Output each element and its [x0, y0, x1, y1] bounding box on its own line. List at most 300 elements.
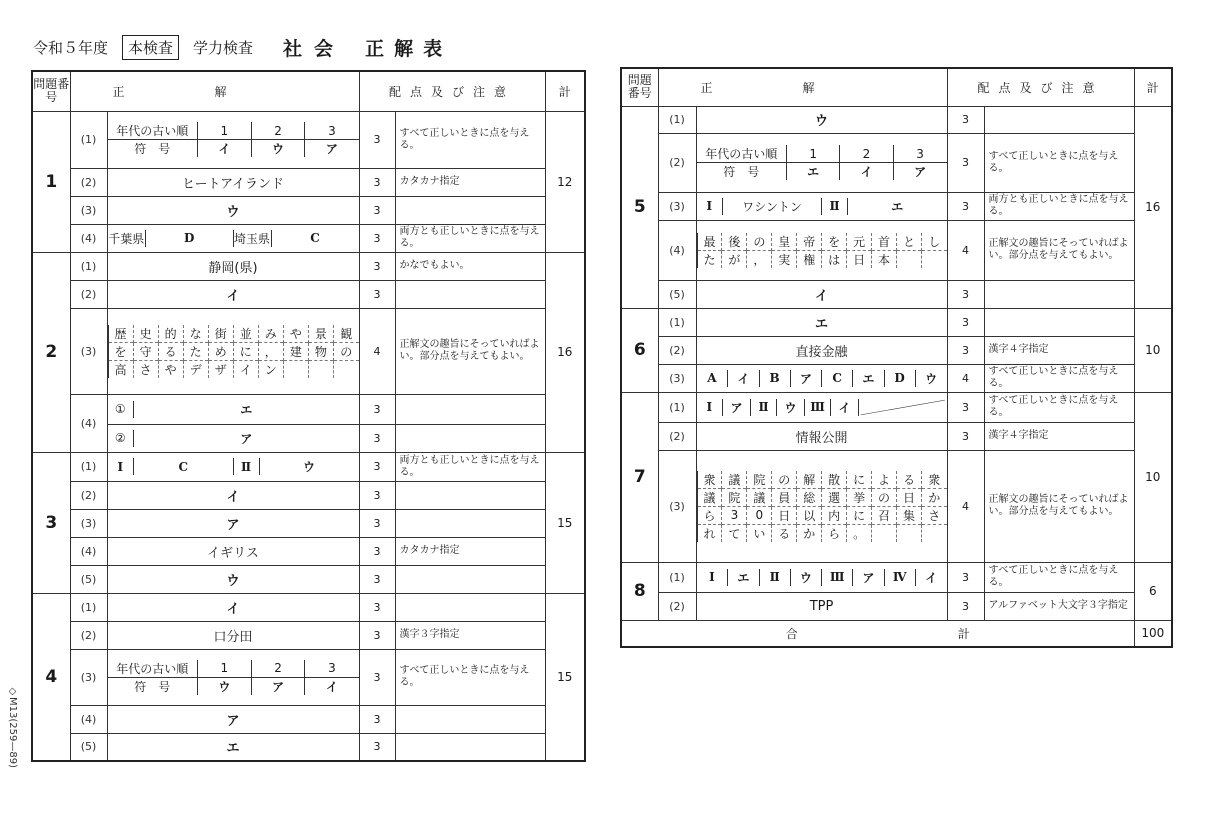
points: 3	[359, 424, 395, 452]
answer-cell: ア	[251, 677, 305, 695]
grid-char-cell	[872, 524, 897, 542]
points: 3	[359, 111, 395, 168]
grid-char-cell: を	[108, 342, 133, 360]
grid-char-cell: る	[158, 342, 183, 360]
order-index: 1	[787, 145, 840, 163]
sub-label: (3)	[70, 308, 107, 394]
paired-answer	[107, 452, 359, 481]
prefecture-label: 千葉県	[108, 231, 145, 246]
answer-cell: エ	[728, 569, 759, 586]
order-index: 1	[198, 122, 252, 140]
grand-total-label-right: 計	[957, 626, 970, 641]
grid-char-cell: の	[333, 342, 358, 360]
points: 3	[947, 562, 984, 592]
grid-char-cell: 日	[772, 506, 797, 524]
scoring-note	[395, 733, 545, 761]
roman-label: Ⅳ	[884, 569, 915, 586]
grid-char-cell: 。	[847, 524, 872, 542]
grid-char-cell: 衆	[921, 471, 946, 489]
grid-char-cell: ら	[822, 524, 847, 542]
question-total: 16	[545, 252, 585, 452]
grid-char-cell: ，	[258, 342, 283, 360]
header-question-no: 問題番号	[621, 68, 658, 106]
roman-label: Ⅰ	[706, 199, 713, 213]
answer-cell: ア	[305, 140, 359, 158]
question-total: 15	[545, 593, 585, 761]
answer-cell: イ	[198, 140, 252, 158]
scoring-note	[395, 424, 545, 452]
sub-label: (1)	[658, 106, 696, 133]
scoring-note: 正解文の趣旨にそっていればよい。部分点を与えてもよい。	[395, 308, 545, 394]
sub-label: (2)	[658, 592, 696, 620]
grid-char-cell: 並	[233, 325, 258, 343]
answer-cell: ア	[853, 569, 884, 586]
question-number: 1	[32, 111, 70, 252]
grand-total-label-left: 合	[785, 626, 798, 641]
grid-char-cell: 召	[872, 506, 897, 524]
question-total: 16	[1134, 106, 1172, 308]
grid-char-cell: 議	[722, 471, 747, 489]
scoring-note	[984, 280, 1134, 308]
answer-cell: 静岡(県)	[107, 252, 359, 280]
points: 3	[359, 196, 395, 224]
order-index: 2	[251, 122, 305, 140]
grid-char-cell: デ	[183, 360, 208, 378]
scoring-note: かなでもよい。	[395, 252, 545, 280]
scoring-note: カタカナ指定	[395, 168, 545, 196]
grid-char-cell: の	[872, 488, 897, 506]
points: 3	[359, 565, 395, 593]
roman-label: Ⅱ	[759, 569, 790, 586]
grid-char-cell: 院	[747, 471, 772, 489]
question-total: 10	[1134, 308, 1172, 392]
grid-char-cell: 史	[133, 325, 158, 343]
answer-cell	[107, 424, 359, 452]
grid-char-cell: た	[697, 250, 722, 268]
scoring-note: 両方とも正しいときに点を与える。	[395, 452, 545, 481]
grid-char-cell: い	[747, 524, 772, 542]
scoring-note	[395, 196, 545, 224]
grid-char-cell: 日	[897, 488, 922, 506]
grid-char-cell: さ	[921, 506, 946, 524]
grid-char-cell: 内	[822, 506, 847, 524]
points: 3	[947, 392, 984, 422]
scoring-note: 正解文の趣旨にそっていればよい。部分点を与えてもよい。	[984, 220, 1134, 280]
points: 3	[359, 280, 395, 308]
header-answer: 正解	[70, 71, 359, 111]
scoring-note	[395, 394, 545, 424]
points: 4	[359, 308, 395, 394]
grid-char-cell: か	[797, 524, 822, 542]
grid-char-cell: 観	[333, 325, 358, 343]
grid-char-cell: 高	[108, 360, 133, 378]
grid-char-cell: と	[897, 233, 922, 251]
roman-label: Ⅱ	[751, 399, 777, 416]
label-cell: D	[884, 370, 915, 387]
grid-char-cell: さ	[133, 360, 158, 378]
sub-label: (1)	[70, 593, 107, 621]
grid-char-cell: ，	[747, 250, 772, 268]
order-label: 年代の古い順	[705, 147, 778, 161]
points: 3	[359, 733, 395, 761]
points: 3	[359, 394, 395, 424]
points: 3	[359, 168, 395, 196]
symbol-label: 符 号	[108, 677, 198, 695]
sub-label: (5)	[70, 733, 107, 761]
answer-cell: イ	[840, 163, 893, 181]
grid-char-cell: ら	[697, 506, 722, 524]
grid-char-cell	[921, 250, 946, 268]
answer-cell: エ	[134, 401, 359, 418]
answer-cell: C	[271, 230, 359, 247]
sub-label: (4)	[70, 224, 107, 252]
answer-table-right	[620, 67, 1173, 648]
paired-answer	[696, 192, 947, 220]
grid-char-cell: 歴	[108, 325, 133, 343]
answer-cell: ア	[134, 430, 359, 447]
answer-cell: D	[146, 230, 234, 247]
scoring-note: 漢字４字指定	[984, 336, 1134, 364]
grid-char-cell: 院	[722, 488, 747, 506]
grid-char-cell: て	[722, 524, 747, 542]
order-index: 3	[305, 122, 359, 140]
label-cell: A	[707, 371, 717, 385]
scoring-note: 両方とも正しいときに点を与える。	[395, 224, 545, 252]
points: 4	[947, 450, 984, 562]
sub-label: (3)	[658, 364, 696, 392]
question-number: 8	[621, 562, 658, 620]
grid-char-cell: 集	[897, 506, 922, 524]
grid-char-cell: 帝	[797, 233, 822, 251]
grid-char-cell: ザ	[208, 360, 233, 378]
answer-cell: ウ	[259, 458, 359, 475]
scoring-note: すべて正しいときに点を与える。	[395, 111, 545, 168]
written-answer-grid	[696, 220, 947, 280]
answer-cell: ウ	[251, 140, 305, 158]
points: 3	[947, 422, 984, 450]
grid-char-cell: 街	[208, 325, 233, 343]
grand-total-label	[621, 620, 1134, 647]
grid-char-cell	[897, 524, 922, 542]
grid-char-cell: 0	[747, 506, 772, 524]
answer-cell: ア	[107, 705, 359, 733]
scoring-note: すべて正しいときに点を与える。	[395, 649, 545, 705]
scoring-note	[395, 481, 545, 509]
symbol-label: 符 号	[108, 140, 198, 158]
roman-label: Ⅰ	[706, 400, 713, 414]
grid-char-cell: の	[772, 471, 797, 489]
answer-cell: エ	[787, 163, 840, 181]
grid-char-cell	[283, 360, 308, 378]
sub-label: (2)	[70, 481, 107, 509]
roman-label: Ⅰ	[117, 459, 124, 474]
grid-char-cell: 本	[872, 250, 897, 268]
points: 3	[359, 621, 395, 649]
written-answer-grid	[696, 450, 947, 562]
question-number: 5	[621, 106, 658, 308]
grid-char-cell: 的	[158, 325, 183, 343]
answer-cell: 直接金融	[696, 336, 947, 364]
answer-cell: ウ	[915, 370, 946, 387]
answer-cell: イ	[915, 569, 946, 586]
points: 4	[947, 220, 984, 280]
header-answer: 正解	[658, 68, 947, 106]
grid-char-cell: 建	[283, 342, 308, 360]
grid-char-cell: の	[747, 233, 772, 251]
order-label: 年代の古い順	[116, 661, 189, 676]
grid-char-cell: 議	[747, 488, 772, 506]
answer-cell: C	[134, 458, 234, 475]
scoring-note: すべて正しいときに点を与える。	[984, 392, 1134, 422]
grid-char-cell: 日	[847, 250, 872, 268]
exam-year: 令和５年度	[33, 38, 109, 57]
answer-cell: イギリス	[107, 537, 359, 565]
answer-cell: ワシントン	[723, 198, 822, 215]
points: 3	[359, 649, 395, 705]
question-number: 6	[621, 308, 658, 392]
order-label: 年代の古い順	[116, 124, 189, 138]
points: 3	[359, 224, 395, 252]
scoring-note: すべて正しいときに点を与える。	[984, 133, 1134, 192]
matching-answer	[696, 364, 947, 392]
order-answer	[107, 111, 359, 168]
sub-label: (3)	[658, 192, 696, 220]
grid-char-cell: 守	[133, 342, 158, 360]
grid-char-cell: る	[772, 524, 797, 542]
grid-char-cell: 議	[697, 488, 722, 506]
scoring-note	[984, 308, 1134, 336]
grid-char-cell: に	[847, 506, 872, 524]
question-number: 7	[621, 392, 658, 562]
scoring-note: すべて正しいときに点を与える。	[984, 364, 1134, 392]
grid-char-cell: 皇	[772, 233, 797, 251]
label-cell: B	[759, 370, 790, 387]
scoring-note	[395, 593, 545, 621]
sub-label: (2)	[70, 280, 107, 308]
grid-char-cell	[897, 250, 922, 268]
points: 3	[359, 481, 395, 509]
sub-label: (4)	[658, 220, 696, 280]
answer-cell: ウ	[107, 196, 359, 224]
order-answer	[696, 133, 947, 192]
answer-cell: ア	[107, 509, 359, 537]
sub-label: (1)	[658, 308, 696, 336]
points: 3	[359, 537, 395, 565]
points: 3	[947, 192, 984, 220]
roman-label: Ⅲ	[805, 399, 831, 416]
answer-cell: ウ	[107, 565, 359, 593]
exam-name: 学力検査	[193, 38, 254, 57]
grand-total-value: 100	[1134, 620, 1172, 647]
grid-char-cell: 総	[797, 488, 822, 506]
scoring-note: 正解文の趣旨にそっていればよい。部分点を与えてもよい。	[984, 450, 1134, 562]
grid-char-cell: れ	[697, 524, 722, 542]
points: 3	[947, 336, 984, 364]
scoring-note	[984, 106, 1134, 133]
answer-cell: イ	[107, 593, 359, 621]
sub-label: (2)	[658, 133, 696, 192]
points: 3	[359, 252, 395, 280]
sub-label: (3)	[70, 196, 107, 224]
sub-label: (3)	[658, 450, 696, 562]
grid-char-cell: 後	[722, 233, 747, 251]
answer-cell: イ	[305, 677, 359, 695]
answer-cell: エ	[848, 198, 947, 215]
answer-cell: エ	[107, 733, 359, 761]
question-number: 2	[32, 252, 70, 452]
grid-char-cell: ン	[258, 360, 283, 378]
subject-title: 社会	[283, 37, 346, 60]
answer-cell: ア	[893, 163, 946, 181]
question-total: 6	[1134, 562, 1172, 620]
grid-char-cell: を	[822, 233, 847, 251]
points: 4	[947, 364, 984, 392]
grid-char-cell: や	[283, 325, 308, 343]
answer-cell: ヒートアイランド	[107, 168, 359, 196]
grid-char-cell	[921, 524, 946, 542]
question-total: 15	[545, 452, 585, 593]
order-index: 3	[305, 660, 359, 678]
points: 3	[947, 592, 984, 620]
grid-char-cell: 解	[797, 471, 822, 489]
grid-char-cell: 景	[308, 325, 333, 343]
prefecture-label: 埼玉県	[233, 231, 270, 246]
points: 3	[359, 593, 395, 621]
document-code: ◇M13(259—89)	[7, 686, 18, 768]
scoring-note: アルファベット大文字３字指定	[984, 592, 1134, 620]
sub-label: (1)	[658, 562, 696, 592]
grid-char-cell: は	[822, 250, 847, 268]
sub-label: (1)	[70, 452, 107, 481]
question-number: 3	[32, 452, 70, 593]
sub-label: (1)	[70, 252, 107, 280]
order-index: 2	[251, 660, 305, 678]
grid-char-cell: 元	[847, 233, 872, 251]
unused-cell-slash	[859, 399, 947, 416]
scoring-note: カタカナ指定	[395, 537, 545, 565]
header-question-no: 問題番号	[32, 71, 70, 111]
grid-char-cell: み	[258, 325, 283, 343]
points: 3	[359, 452, 395, 481]
sub-label: (2)	[70, 621, 107, 649]
answer-cell: イ	[728, 370, 759, 387]
grid-char-cell: に	[847, 471, 872, 489]
sub-label: (5)	[658, 280, 696, 308]
answer-cell: ア	[790, 370, 821, 387]
matching-answer	[696, 562, 947, 592]
grid-char-cell: た	[183, 342, 208, 360]
points: 3	[359, 509, 395, 537]
answer-cell	[107, 394, 359, 424]
grid-char-cell: し	[921, 233, 946, 251]
label-cell: C	[822, 370, 853, 387]
sub-label: (2)	[658, 422, 696, 450]
grid-char-cell	[333, 360, 358, 378]
grid-char-cell: 衆	[697, 471, 722, 489]
scoring-note	[395, 565, 545, 593]
sub-label: (3)	[70, 649, 107, 705]
order-index: 1	[198, 660, 252, 678]
answer-cell: エ	[696, 308, 947, 336]
question-total: 10	[1134, 392, 1172, 562]
symbol-label: 符 号	[697, 163, 787, 181]
points: 3	[947, 133, 984, 192]
roman-label: Ⅱ	[822, 198, 848, 215]
grid-char-cell: 権	[797, 250, 822, 268]
circled-number: ②	[114, 431, 126, 445]
scoring-note: 漢字４字指定	[984, 422, 1134, 450]
grid-char-cell: な	[183, 325, 208, 343]
sub-label: (3)	[70, 509, 107, 537]
exam-type-box: 本検査	[122, 35, 179, 60]
sub-label: (4)	[70, 705, 107, 733]
order-index: 2	[840, 145, 893, 163]
grid-char-cell: 以	[797, 506, 822, 524]
grid-char-cell: め	[208, 342, 233, 360]
question-number: 4	[32, 593, 70, 761]
answer-cell: イ	[696, 280, 947, 308]
grid-char-cell: や	[158, 360, 183, 378]
grid-char-cell: 員	[772, 488, 797, 506]
scoring-note: 両方とも正しいときに点を与える。	[984, 192, 1134, 220]
answer-table-left	[31, 70, 586, 762]
sub-label: (2)	[70, 168, 107, 196]
grid-char-cell: 物	[308, 342, 333, 360]
sub-label: (2)	[658, 336, 696, 364]
circled-number: ①	[114, 402, 126, 416]
header-notes: 配点及び注意	[359, 71, 545, 111]
grid-char-cell: 3	[722, 506, 747, 524]
sheet-header	[33, 34, 452, 60]
answer-key-title: 正解表	[365, 37, 453, 60]
grid-char-cell: か	[921, 488, 946, 506]
sub-label: (4)	[70, 394, 107, 452]
grid-char-cell: 挙	[847, 488, 872, 506]
answer-cell: ア	[723, 399, 751, 416]
question-total: 12	[545, 111, 585, 252]
grid-char-cell: 最	[697, 233, 722, 251]
sub-label: (1)	[658, 392, 696, 422]
prefecture-answer	[107, 224, 359, 252]
points: 3	[947, 280, 984, 308]
answer-cell: イ	[831, 399, 859, 416]
scoring-note	[395, 705, 545, 733]
grid-char-cell: イ	[233, 360, 258, 378]
answer-cell: 口分田	[107, 621, 359, 649]
answer-cell: イ	[107, 481, 359, 509]
grid-char-cell: 選	[822, 488, 847, 506]
answer-cell: ウ	[790, 569, 821, 586]
grid-char-cell: る	[897, 471, 922, 489]
points: 3	[947, 308, 984, 336]
scoring-note	[395, 280, 545, 308]
sub-label: (5)	[70, 565, 107, 593]
order-answer	[107, 649, 359, 705]
grid-char-cell: 実	[772, 250, 797, 268]
scoring-note: 漢字３字指定	[395, 621, 545, 649]
header-total: 計	[1134, 68, 1172, 106]
order-index: 3	[893, 145, 946, 163]
grid-char-cell: が	[722, 250, 747, 268]
grid-char-cell	[308, 360, 333, 378]
sub-label: (1)	[70, 111, 107, 168]
grid-char-cell: よ	[872, 471, 897, 489]
header-notes: 配点及び注意	[947, 68, 1134, 106]
matching-answer	[696, 392, 947, 422]
answer-cell: エ	[853, 370, 884, 387]
sub-label: (4)	[70, 537, 107, 565]
scoring-note: すべて正しいときに点を与える。	[984, 562, 1134, 592]
